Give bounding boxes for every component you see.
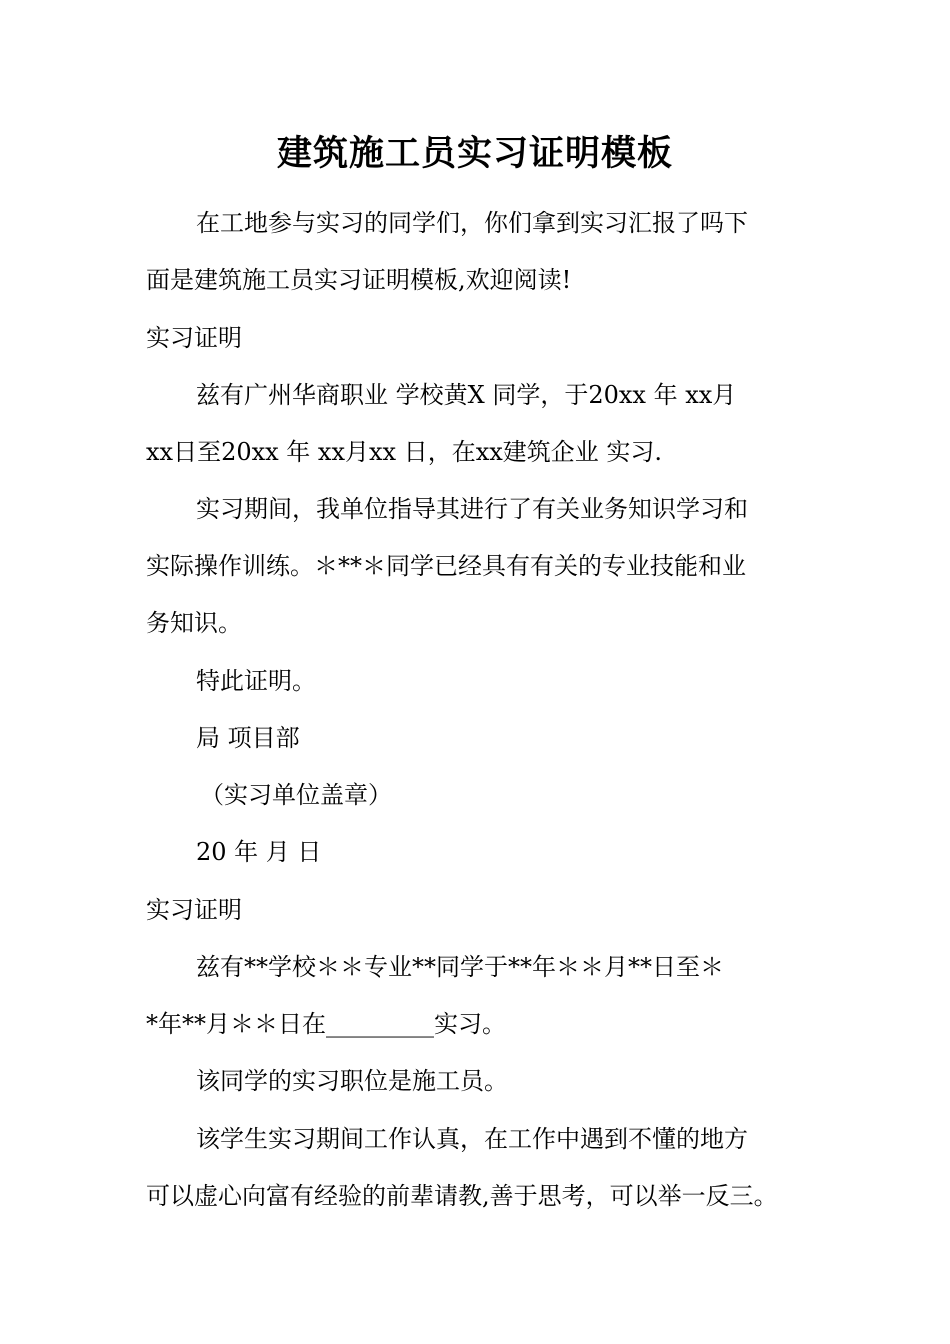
section-heading-1: 实习证明: [146, 324, 242, 352]
document-title: 建筑施工员实习证明模板: [276, 133, 673, 174]
cert1-line-2: xx日至20xx 年 xx月xx 日，在xx建筑企业 实习.: [146, 438, 663, 466]
cert1-line-3: 实习期间，我单位指导其进行了有关业务知识学习和: [196, 495, 748, 523]
cert1-seal-note: （实习单位盖章）: [200, 781, 392, 809]
cert1-line-1: 兹有广州华商职业 学校黄X 同学，于20xx 年 xx月: [196, 381, 737, 409]
cert1-issuer: 局 项目部: [196, 724, 300, 752]
cert1-line-4: 实际操作训练。＊**＊同学已经具有有关的专业技能和业: [146, 552, 746, 580]
cert2-line-3: 该同学的实习职位是施工员。: [196, 1067, 508, 1095]
intro-line-1: 在工地参与实习的同学们，你们拿到实习汇报了吗下: [196, 209, 748, 237]
section-heading-2: 实习证明: [146, 896, 242, 924]
intro-line-2: 面是建筑施工员实习证明模板,欢迎阅读!: [146, 266, 572, 294]
cert2-line-2: *年**月＊＊日在_________实习。: [146, 1010, 506, 1038]
cert2-line-5: 可以虚心向富有经验的前辈请教,善于思考，可以举一反三。: [146, 1182, 778, 1210]
cert2-line-4: 该学生实习期间工作认真，在工作中遇到不懂的地方: [196, 1125, 748, 1153]
cert1-line-5: 务知识。: [146, 609, 242, 637]
cert1-closing: 特此证明。: [196, 667, 316, 695]
cert2-line-1: 兹有**学校＊＊专业**同学于**年＊＊月**日至＊: [196, 953, 724, 981]
cert1-date: 20 年 月 日: [196, 838, 322, 866]
